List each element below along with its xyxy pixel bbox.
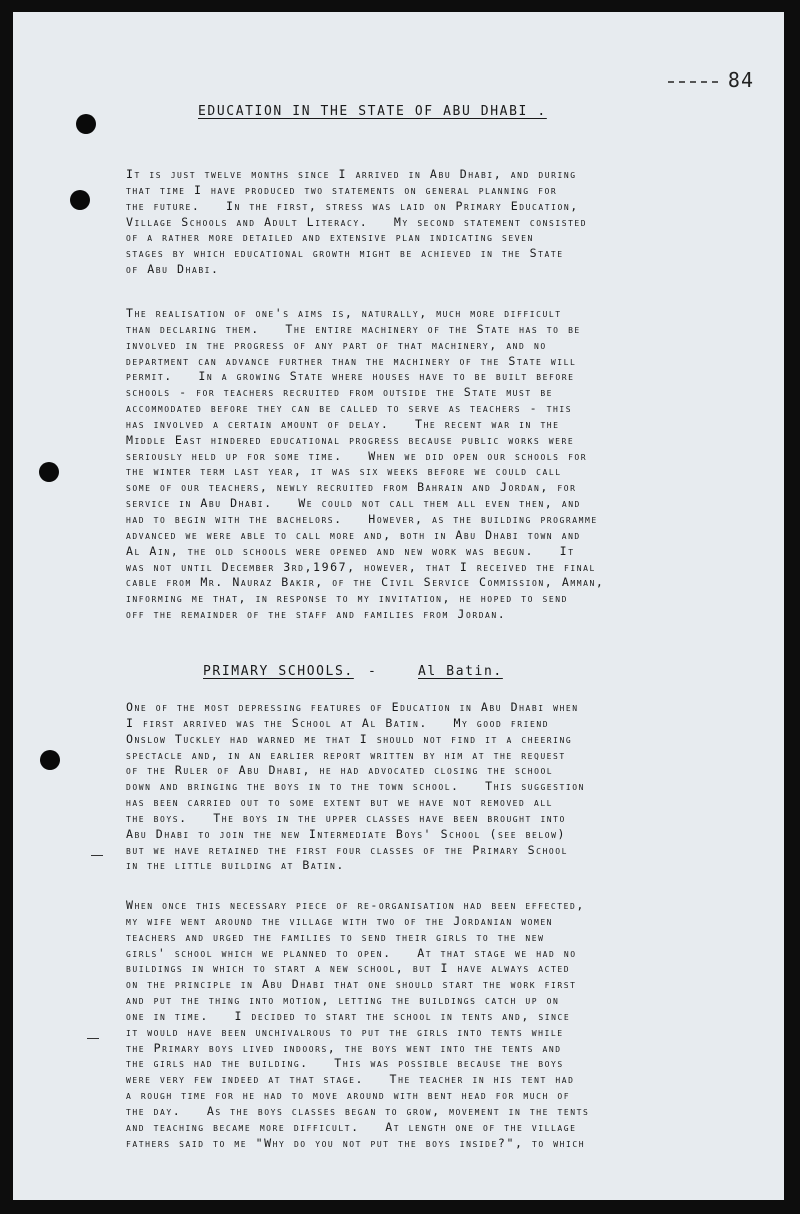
punch-hole bbox=[39, 462, 59, 482]
section-heading: PRIMARY SCHOOLS. bbox=[203, 664, 354, 679]
text-line: permit. In a growing State where houses have to be built before bbox=[126, 369, 575, 384]
margin-mark bbox=[87, 1038, 99, 1039]
text-line: of a rather more detailed and extensive plan indicating seven bbox=[126, 230, 534, 245]
punch-hole bbox=[70, 190, 90, 210]
text-line: cable from Mr. Nauraz Bakir, of the Civil Service Commission, Amman, bbox=[126, 575, 605, 590]
text-line: has involved a certain amount of delay. The recent war in the bbox=[126, 416, 560, 431]
section-dash: - bbox=[368, 664, 378, 679]
text-line: the winter term last year, it was six weeks before we could call bbox=[126, 464, 562, 479]
punch-hole bbox=[76, 114, 96, 134]
text-line: fathers said to me "Why do you not put the boys inside?", to which bbox=[126, 1135, 586, 1150]
text-line: has been carried out to some extent but we have not removed all bbox=[126, 795, 554, 810]
text-line: I first arrived was the School at Al Batin. My good friend bbox=[126, 715, 550, 730]
text-line: the boys. The boys in the upper classes have been brought into bbox=[126, 810, 566, 825]
text-line: seriously held up for some time. When we did open our schools for bbox=[126, 448, 588, 463]
text-line: accommodated before they can be called to serve as teachers - this bbox=[126, 401, 573, 416]
text-line: the future. In the first, stress was laid on Primary Education, bbox=[126, 198, 579, 213]
text-line: spectacle and, in an earlier report written by him at the request bbox=[126, 747, 566, 762]
paragraph bbox=[126, 306, 604, 623]
text-line: It is just twelve months since I arrived in Abu Dhabi, and during bbox=[126, 167, 577, 181]
text-line: and teaching became more difficult. At length one of the village bbox=[126, 1119, 577, 1134]
section-subheading: Al Batin. bbox=[418, 664, 503, 679]
text-line: Al Ain, the old schools were opened and new work was begun. It bbox=[126, 543, 575, 558]
text-line: The realisation of one's aims is, naturally, much more difficult bbox=[126, 306, 562, 320]
text-line: of the Ruler of Abu Dhabi, he had advocated closing the school bbox=[126, 763, 554, 778]
text-line: and put the thing into motion, letting the buildings catch up on bbox=[126, 993, 560, 1008]
text-line: down and bringing the boys in to the town school. This suggestion bbox=[126, 779, 586, 794]
text-line: one in time. I decided to start the school in tents and, since bbox=[126, 1008, 571, 1023]
paragraph bbox=[126, 700, 585, 874]
text-line: informing me that, in response to my invitation, he hoped to send bbox=[126, 591, 568, 606]
text-line: were very few indeed at that stage. The teacher in his tent had bbox=[126, 1072, 575, 1087]
text-line: in the little building at Batin. bbox=[126, 858, 345, 873]
text-line: buildings in which to start a new school, but I have always acted bbox=[126, 961, 571, 976]
text-line: When once this necessary piece of re-organisation had been effected, bbox=[126, 898, 585, 912]
text-line: schools - for teachers recruited from outside the State must be bbox=[126, 385, 554, 400]
text-line: the day. As the boys classes began to grow, movement in the tents bbox=[126, 1103, 590, 1118]
text-line: my wife went around the village with two of the Jordanian women bbox=[126, 913, 554, 928]
text-line: Village Schools and Adult Literacy. My second statement consisted bbox=[126, 214, 588, 229]
text-line: stages by which educational growth might be achieved in the State bbox=[126, 246, 564, 261]
document-title: EDUCATION IN THE STATE OF ABU DHABI . bbox=[198, 104, 547, 119]
text-line: than declaring them. The entire machinery of the State has to be bbox=[126, 321, 581, 336]
text-line: was not until December 3rd,1967, however, that I received the final bbox=[126, 559, 596, 574]
text-line: but we have retained the first four classes of the Primary School bbox=[126, 842, 568, 857]
text-line: One of the most depressing features of Education in Abu Dhabi when bbox=[126, 700, 579, 714]
text-line: the girls had the building. This was possible because the boys bbox=[126, 1056, 564, 1071]
text-line: department can advance further than the machinery of the State will bbox=[126, 353, 577, 368]
margin-mark bbox=[91, 855, 103, 856]
text-line: teachers and urged the families to send their girls to the new bbox=[126, 929, 545, 944]
paragraph bbox=[126, 898, 589, 1152]
text-line: Middle East hindered educational progress because public works were bbox=[126, 432, 575, 447]
text-line: involved in the progress of any part of that machinery, and no bbox=[126, 337, 547, 352]
page-number-dash bbox=[668, 81, 718, 83]
document-page bbox=[13, 12, 784, 1200]
text-line: service in Abu Dhabi. We could not call them all even then, and bbox=[126, 496, 581, 511]
text-line: had to begin with the bachelors. However, as the building programme bbox=[126, 511, 598, 526]
paragraph bbox=[126, 167, 587, 278]
text-line: Onslow Tuckley had warned me that I should not find it a cheering bbox=[126, 731, 573, 746]
text-line: some of our teachers, newly recruited from Bahrain and Jordan, for bbox=[126, 480, 577, 495]
text-line: off the remainder of the staff and families from Jordan. bbox=[126, 607, 507, 622]
text-line: on the principle in Abu Dhabi that one should start the work first bbox=[126, 977, 577, 992]
text-line: that time I have produced two statements on general planning for bbox=[126, 182, 558, 197]
text-line: Abu Dhabi to join the new Intermediate Boys' School (see below) bbox=[126, 826, 567, 841]
punch-hole bbox=[40, 750, 60, 770]
text-line: the Primary boys lived indoors, the boys went into the tents and bbox=[126, 1040, 562, 1055]
text-line: girls' school which we planned to open. At that stage we had no bbox=[126, 945, 577, 960]
text-line: advanced we were able to call more and, both in Abu Dhabi town and bbox=[126, 527, 581, 542]
page-number: 84 bbox=[727, 68, 754, 92]
text-line: of Abu Dhabi. bbox=[126, 262, 220, 277]
text-line: a rough time for he had to move around with bent head for much of bbox=[126, 1088, 571, 1103]
text-line: it would have been unchivalrous to put the girls into tents while bbox=[126, 1024, 564, 1039]
